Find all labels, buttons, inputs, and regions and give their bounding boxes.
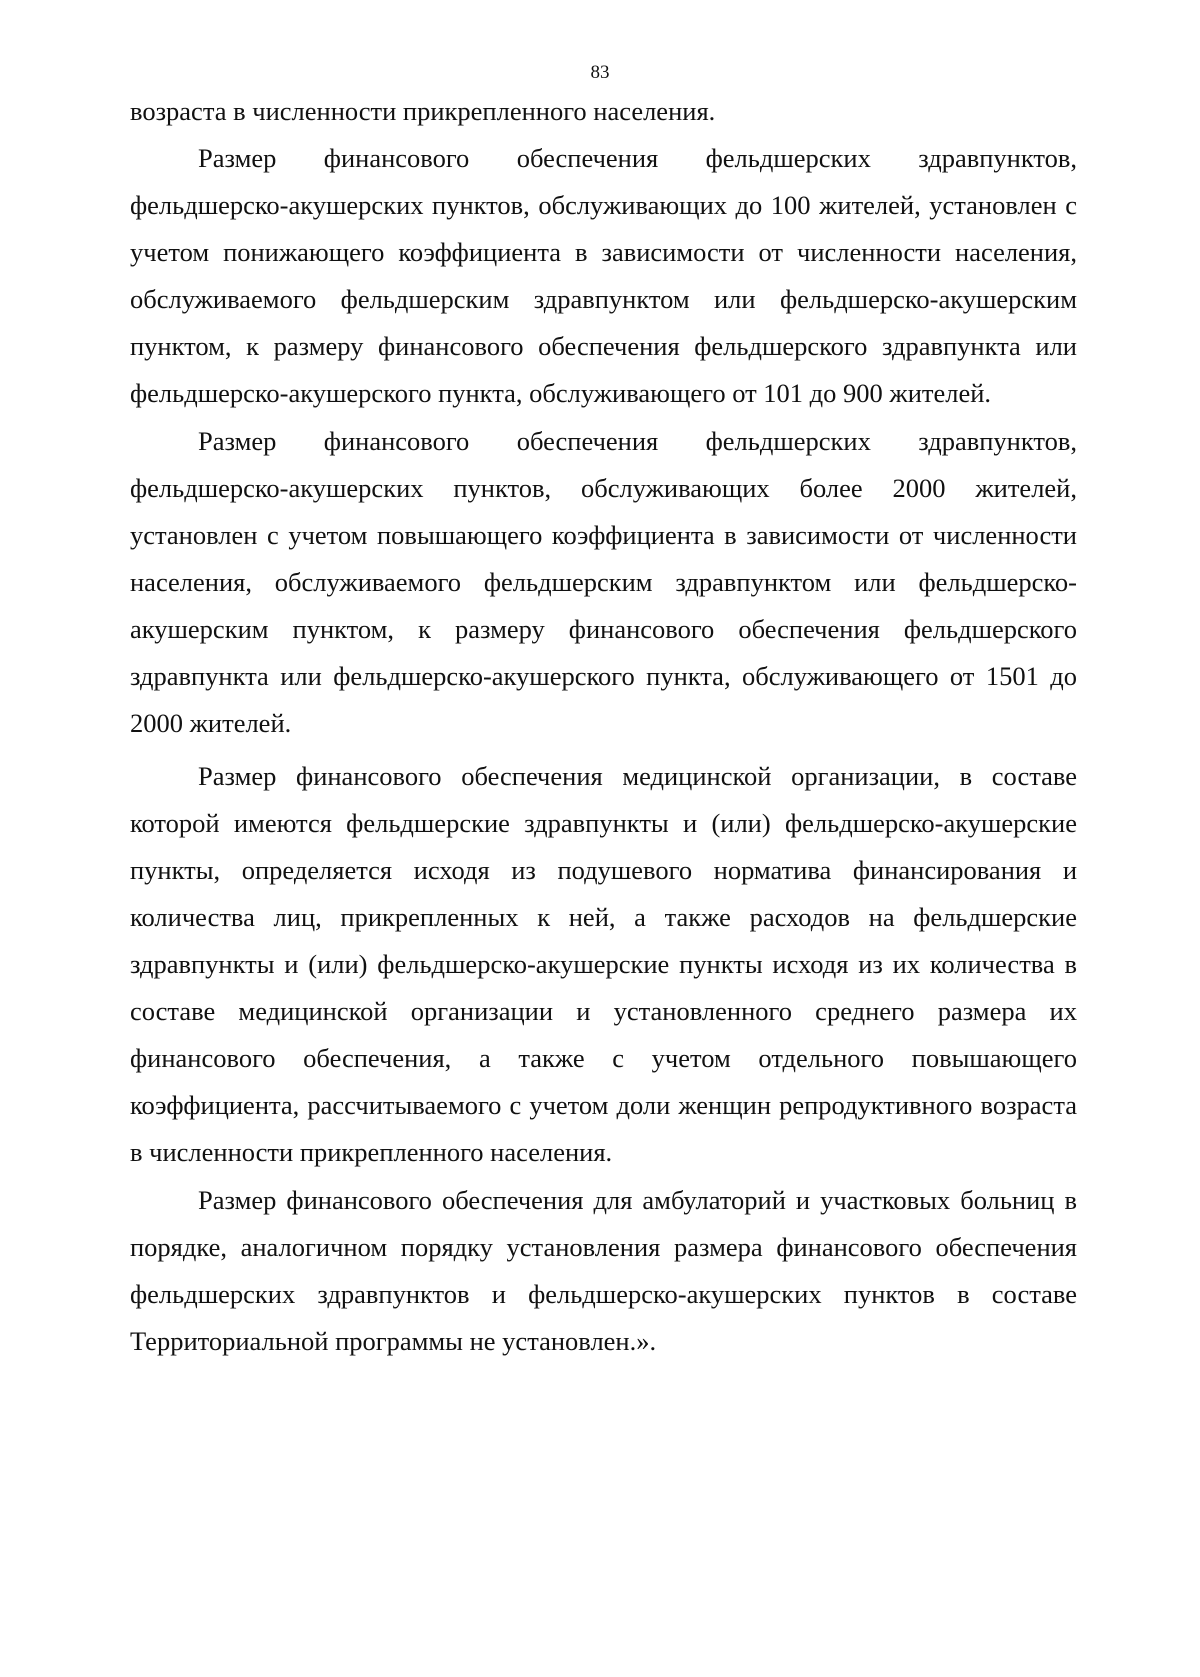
paragraph-ambulatory-funding: Размер финансового обеспечения для амбулаторий и участковых больниц в порядке, аналогичном порядку установления размера финансового обеспечения фельдшерских здравпунктов и фельдшерско-акушерских пунктов в составе Территориальной программы не установлен.».: [130, 1185, 1077, 1356]
page-number: 83: [590, 62, 610, 83]
paragraph-continuation: возраста в численности прикрепленного населения.: [130, 96, 716, 126]
paragraph-medical-organization-funding: Размер финансового обеспечения медицинской организации, в составе которой имеются фельдшерские здравпункты и (или) фельдшерско-акушерские пункты, определяется исходя из подушевого норматива финансирования и количества лиц, прикрепленных к ней, а также расходов на фельдшерские здравпункты и (или) фельдшерско-акушерские пункты исходя из их количества в составе медицинской организации и установленного среднего размера их финансового обеспечения, а также с учетом отдельного повышающего коэффициента, рассчитываемого с учетом доли женщин репродуктивного возраста в численности прикрепленного населения.: [130, 761, 1077, 1167]
paragraph-reducing-coefficient: Размер финансового обеспечения фельдшерских здравпунктов, фельдшерско-акушерских пунктов, обслуживающих до 100 жителей, установлен с учетом понижающего коэффициента в зависимости от численности населения, обслуживаемого фельдшерским здравпунктом или фельдшерско-акушерским пунктом, к размеру финансового обеспечения фельдшерского здравпункта или фельдшерско-акушерского пункта, обслуживающего от 101 до 900 жителей.: [130, 143, 1077, 408]
document-body: [130, 88, 1077, 1365]
paragraph-increasing-coefficient: Размер финансового обеспечения фельдшерских здравпунктов, фельдшерско-акушерских пунктов, обслуживающих более 2000 жителей, установлен с учетом повышающего коэффициента в зависимости от численности населения, обслуживаемого фельдшерским здравпунктом или фельдшерско-акушерским пунктом, к размеру финансового обеспечения фельдшерского здравпункта или фельдшерско-акушерского пункта, обслуживающего от 1501 до 2000 жителей.: [130, 426, 1077, 738]
